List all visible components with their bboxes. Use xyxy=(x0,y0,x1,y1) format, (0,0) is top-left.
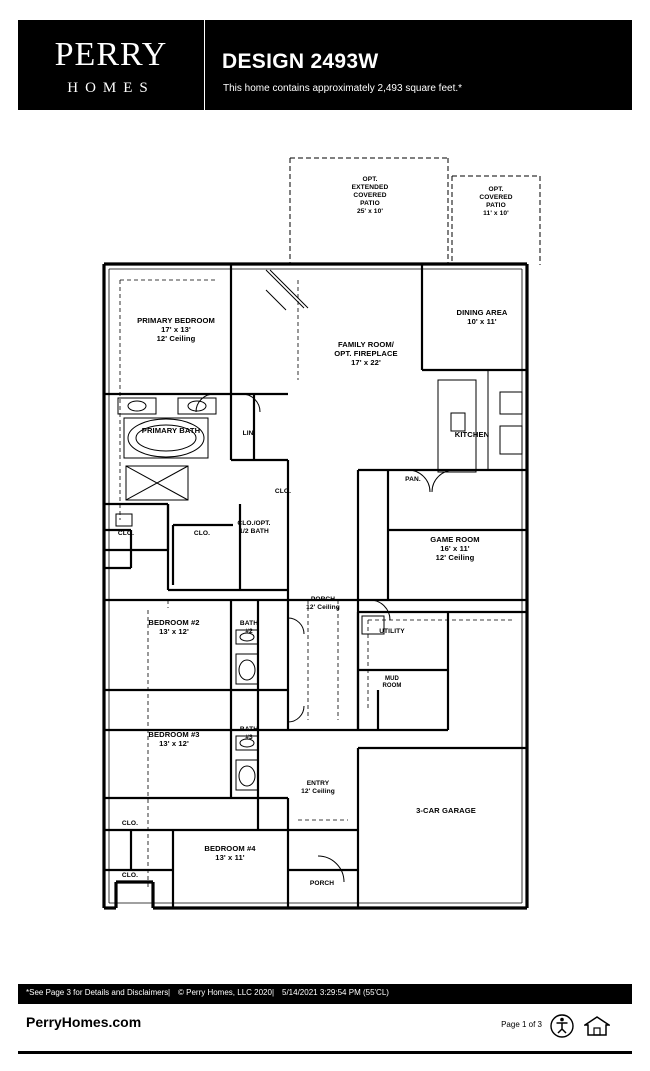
footer-separator-2: | xyxy=(272,988,275,997)
room-label-closet-primary: CLO. xyxy=(193,530,211,537)
logo-homes-text: HOMES xyxy=(67,80,155,96)
room-label-opt-covered-patio: OPT. COVERED PATIO 11' x 10' xyxy=(479,186,513,217)
room-label-closet-main: CLO. xyxy=(274,488,292,495)
room-label-kitchen: KITCHEN xyxy=(454,430,490,439)
room-label-closet-left-upper: CLO. xyxy=(117,530,135,537)
room-label-primary-bath: PRIMARY BATH xyxy=(141,426,201,435)
floorplan-svg xyxy=(18,130,632,970)
room-label-closet-left-lower-b: CLO. xyxy=(121,872,139,879)
room-label-linen: LIN. xyxy=(242,430,256,437)
room-label-mud-room: MUD ROOM xyxy=(382,676,402,690)
floorplan-drawing xyxy=(18,130,632,970)
footer-website-link[interactable]: PerryHomes.com xyxy=(26,1014,142,1030)
room-label-bedroom-4: BEDROOM #4 13' x 11' xyxy=(204,844,256,863)
room-label-pantry: PAN. xyxy=(405,476,421,483)
room-label-closet-left-lower-a: CLO. xyxy=(121,820,139,827)
room-label-opt-extended-covered-patio: OPT. EXTENDED COVERED PATIO 25' x 10' xyxy=(351,176,389,215)
accessibility-icon xyxy=(550,1014,574,1038)
page-footer xyxy=(18,984,632,1051)
logo-perry-text: PERRY xyxy=(54,36,168,73)
perry-homes-logo xyxy=(18,20,205,110)
page-subtitle: This home contains approximately 2,493 square feet.* xyxy=(223,83,463,94)
footer-main xyxy=(18,1004,632,1054)
footer-page-number: Page 1 of 3 xyxy=(501,1020,542,1029)
room-label-bath-2: BATH #2 xyxy=(239,620,259,635)
room-label-entry: ENTRY 12' Ceiling xyxy=(301,780,335,795)
room-label-primary-bedroom: PRIMARY BEDROOM 17' x 13' 12' Ceiling xyxy=(137,316,215,344)
footer-separator-1: | xyxy=(168,988,171,997)
room-label-bedroom-2: BEDROOM #2 13' x 12' xyxy=(148,618,200,637)
room-label-dining-area: DINING AREA 10' x 11' xyxy=(456,308,508,327)
room-label-porch-side: PORCH 12' Ceiling xyxy=(306,596,340,611)
room-label-garage: 3-CAR GARAGE xyxy=(416,806,476,815)
footer-disclaimer: *See Page 3 for Details and Disclaimers xyxy=(26,988,169,997)
room-label-bedroom-3: BEDROOM #3 13' x 12' xyxy=(148,730,200,749)
room-label-porch-front: PORCH xyxy=(309,880,335,887)
footer-copyright: © Perry Homes, LLC 2020 xyxy=(178,988,272,997)
page-title: DESIGN 2493W xyxy=(222,50,379,73)
footer-icons xyxy=(550,1012,624,1040)
room-label-family-room: FAMILY ROOM/ OPT. FIREPLACE 17' x 22' xyxy=(334,340,398,368)
room-label-closet-opt-half-bath: CLO./OPT. 1/2 BATH xyxy=(237,520,271,535)
room-label-bath-3: BATH #3 xyxy=(239,726,259,741)
footer-timestamp: 5/14/2021 3:29:54 PM (55'CL) xyxy=(282,988,389,997)
page-header xyxy=(18,20,632,110)
footer-disclaimer-bar xyxy=(18,984,632,1004)
room-label-game-room: GAME ROOM 16' x 11' 12' Ceiling xyxy=(430,535,480,563)
equal-housing-opportunity-icon xyxy=(584,1014,610,1038)
room-label-utility: UTILITY xyxy=(379,628,405,635)
